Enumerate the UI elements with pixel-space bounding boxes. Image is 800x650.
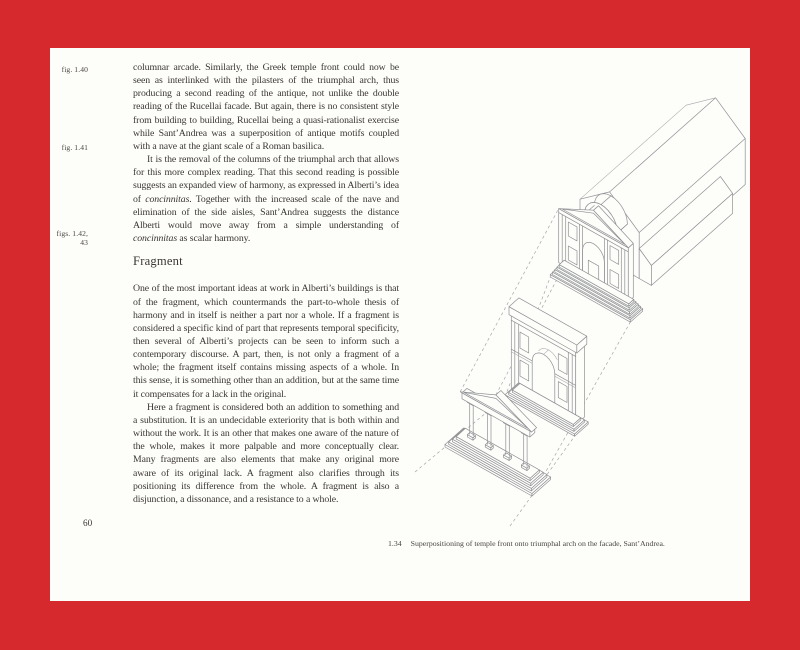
- body-paragraph: [133, 401, 399, 506]
- text-segment: Here a fragment is considered both an addition to something and a substitution. It is an undecidable exteriority that is both within and without the work. It is an other that makes one aware of the nature of the whole, makes it more palpable and more conceptually clear. Many fragments are also elements that make any original more aware of its original lack. A fragment also clarifies through its positioning its difference from the whole. A fragment is also a disjunction, a dissonance, and a resistance to a whole.: [133, 401, 399, 505]
- caption-number: 1.34: [388, 539, 402, 548]
- body-paragraph: [133, 153, 399, 245]
- italic-term: concinnitas: [133, 233, 178, 245]
- fragment-paragraphs: [133, 282, 399, 506]
- text-segment: One of the most important ideas at work in Alberti’s buildings is that of the fragment, which countermands the part-to-whole thesis of harmony and in itself is neither a part nor a whole. If a fragment is considered a specific kind of part that represents temporal specificity, then several of Alberti’s projects can be seen to inform such a contemporary discourse. A part, then, is not only a fragment of a whole; the fragment itself contains missing aspects of a whole. In this sense, it is something other than an addition, but at the same time it compensates for a lack in the original.: [133, 283, 399, 400]
- text-column: [133, 61, 399, 506]
- page-number: 60: [83, 518, 93, 528]
- body-paragraph: [133, 282, 399, 400]
- italic-term: concinnitas: [145, 193, 190, 205]
- caption-text: Superpositioning of temple front onto triumphal arch on the facade, Sant’Andrea.: [410, 539, 665, 548]
- section-heading: Fragment: [133, 254, 183, 269]
- body-paragraph: [133, 61, 399, 153]
- axonometric-drawing: [400, 58, 750, 536]
- figure-caption: [388, 539, 728, 548]
- text-segment: It is the removal of the columns of the triumphal arch that allows for this more complex reading. That this second reading is possible suggests an expanded view of harmony, as expressed in Alberti’s idea of: [133, 154, 399, 205]
- text-segment: . Together with the increased scale of the nave and elimination of the side aisles, Sant’Andrea suggests the distance Alberti would move away from a simple understanding of: [133, 193, 399, 231]
- book-page: [50, 48, 750, 601]
- margin-fig-label: fig. 1.40: [61, 65, 88, 74]
- text-segment: as scalar harmony.: [177, 233, 251, 245]
- margin-fig-label: fig. 1.41: [61, 143, 88, 152]
- text-segment: columnar arcade. Similarly, the Greek temple front could now be seen as interlinked with the pilasters of the triumphal arch, thus producing a second reading of the antique, not unlike the double reading of the Rucellai facade. But again, there is no consistent style from building to building, Rucellai being a quasi-rationalist exercise while Sant’Andrea was a superposition of antique motifs coupled with a nave at the giant scale of a Roman basilica.: [133, 62, 399, 152]
- margin-fig-label: figs. 1.42, 43: [56, 229, 88, 247]
- intro-paragraphs: [133, 61, 399, 245]
